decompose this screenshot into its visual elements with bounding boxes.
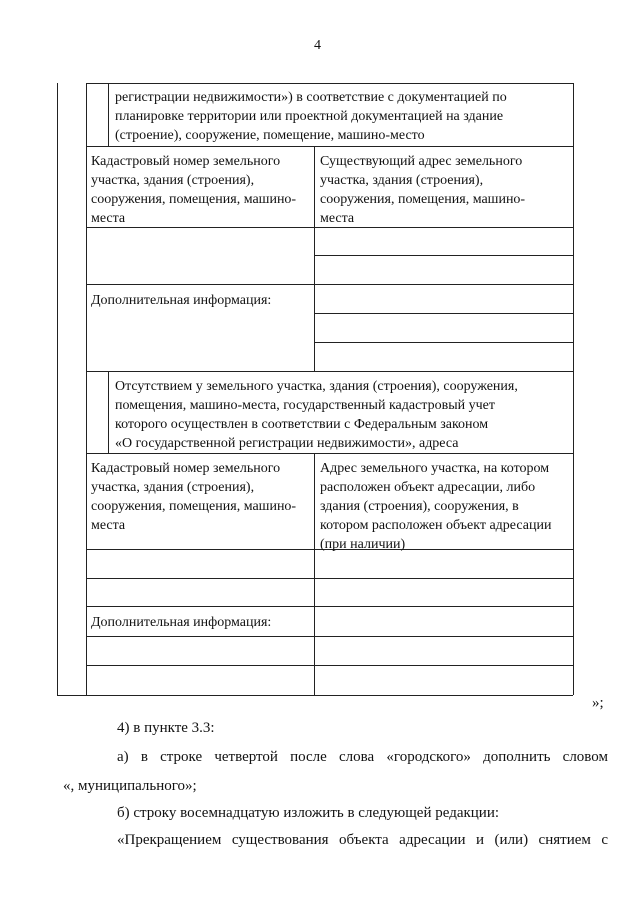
text-line: участка, здания (строения), bbox=[91, 480, 255, 495]
text-line: участка, здания (строения), bbox=[320, 173, 484, 188]
block1-intro bbox=[115, 88, 507, 145]
text-line: места bbox=[91, 518, 126, 533]
text-line: Отсутствием у земельного участка, здания (строения), сооружения, bbox=[115, 379, 518, 394]
text-line: сооружения, помещения, машино- bbox=[91, 499, 297, 514]
table-bottom-outer bbox=[57, 695, 86, 696]
block1-right-column-header bbox=[320, 152, 525, 228]
text-line: (строение), сооружение, помещение, машино-место bbox=[115, 128, 425, 143]
text-line: Существующий адрес земельного bbox=[320, 154, 523, 169]
block1-additional-info-label: Дополнительная информация: bbox=[91, 293, 272, 308]
text-line: Кадастровый номер земельного bbox=[91, 461, 281, 476]
block2-intro bbox=[115, 377, 518, 453]
block2-left-column-header bbox=[91, 459, 296, 535]
block1-checkbox-divider bbox=[108, 83, 109, 146]
text-line: котором расположен объект адресации bbox=[320, 518, 552, 533]
text-line: Адрес земельного участка, на котором bbox=[320, 461, 550, 476]
paragraph-a-line1: а) в строке четвертой после слова «городского» дополнить словом bbox=[117, 749, 608, 765]
text-line: места bbox=[91, 211, 126, 226]
table-right-border bbox=[573, 83, 574, 695]
block2-row-line bbox=[86, 636, 573, 637]
text-line: регистрации недвижимости») в соответствие с документацией по bbox=[115, 90, 507, 105]
block2-additional-info-label: Дополнительная информация: bbox=[91, 615, 272, 630]
block2-right-column-header bbox=[320, 459, 551, 554]
text-line: (при наличии) bbox=[320, 537, 406, 552]
block1-column-divider bbox=[314, 146, 315, 371]
table-top-border bbox=[86, 83, 573, 84]
block2-top bbox=[86, 371, 573, 372]
page-number: 4 bbox=[314, 38, 321, 53]
block1-row-line bbox=[86, 284, 573, 285]
block1-row-line bbox=[314, 342, 573, 343]
paragraph-b: б) строку восемнадцатую изложить в следующей редакции: bbox=[117, 805, 500, 821]
table-left-outer-border bbox=[57, 83, 58, 695]
block2-checkbox-divider bbox=[108, 371, 109, 453]
text-line: планировке территории или проектной документацией на здание bbox=[115, 109, 504, 124]
text-line: расположен объект адресации, либо bbox=[320, 480, 536, 495]
paragraph-item-4: 4) в пункте 3.3: bbox=[117, 720, 215, 736]
block2-row-line bbox=[86, 606, 573, 607]
table-left-border bbox=[86, 83, 87, 695]
block2-column-divider bbox=[314, 453, 315, 695]
closing-quote: »; bbox=[592, 695, 604, 711]
text-line: сооружения, помещения, машино- bbox=[320, 192, 526, 207]
text-line: «О государственной регистрации недвижимости», адреса bbox=[115, 436, 459, 451]
table-bottom-border bbox=[86, 695, 573, 696]
block2-header-top bbox=[86, 453, 573, 454]
block1-row-line bbox=[314, 255, 573, 256]
text-line: которого осуществлен в соответствии с Федеральным законом bbox=[115, 417, 489, 432]
text-line: места bbox=[320, 211, 355, 226]
text-line: Кадастровый номер земельного bbox=[91, 154, 281, 169]
block2-row-line bbox=[86, 578, 573, 579]
paragraph-a-line2: «, муниципального»; bbox=[63, 778, 197, 794]
text-line: сооружения, помещения, машино- bbox=[91, 192, 297, 207]
text-line: помещения, машино-места, государственный кадастровый учет bbox=[115, 398, 495, 413]
block2-row-line bbox=[86, 665, 573, 666]
paragraph-quote-start: «Прекращением существования объекта адресации и (или) снятием с bbox=[117, 832, 608, 848]
text-line: участка, здания (строения), bbox=[91, 173, 255, 188]
text-line: здания (строения), сооружения, в bbox=[320, 499, 519, 514]
block1-row-line bbox=[314, 313, 573, 314]
block1-header-top bbox=[86, 146, 573, 147]
block1-left-column-header bbox=[91, 152, 296, 228]
